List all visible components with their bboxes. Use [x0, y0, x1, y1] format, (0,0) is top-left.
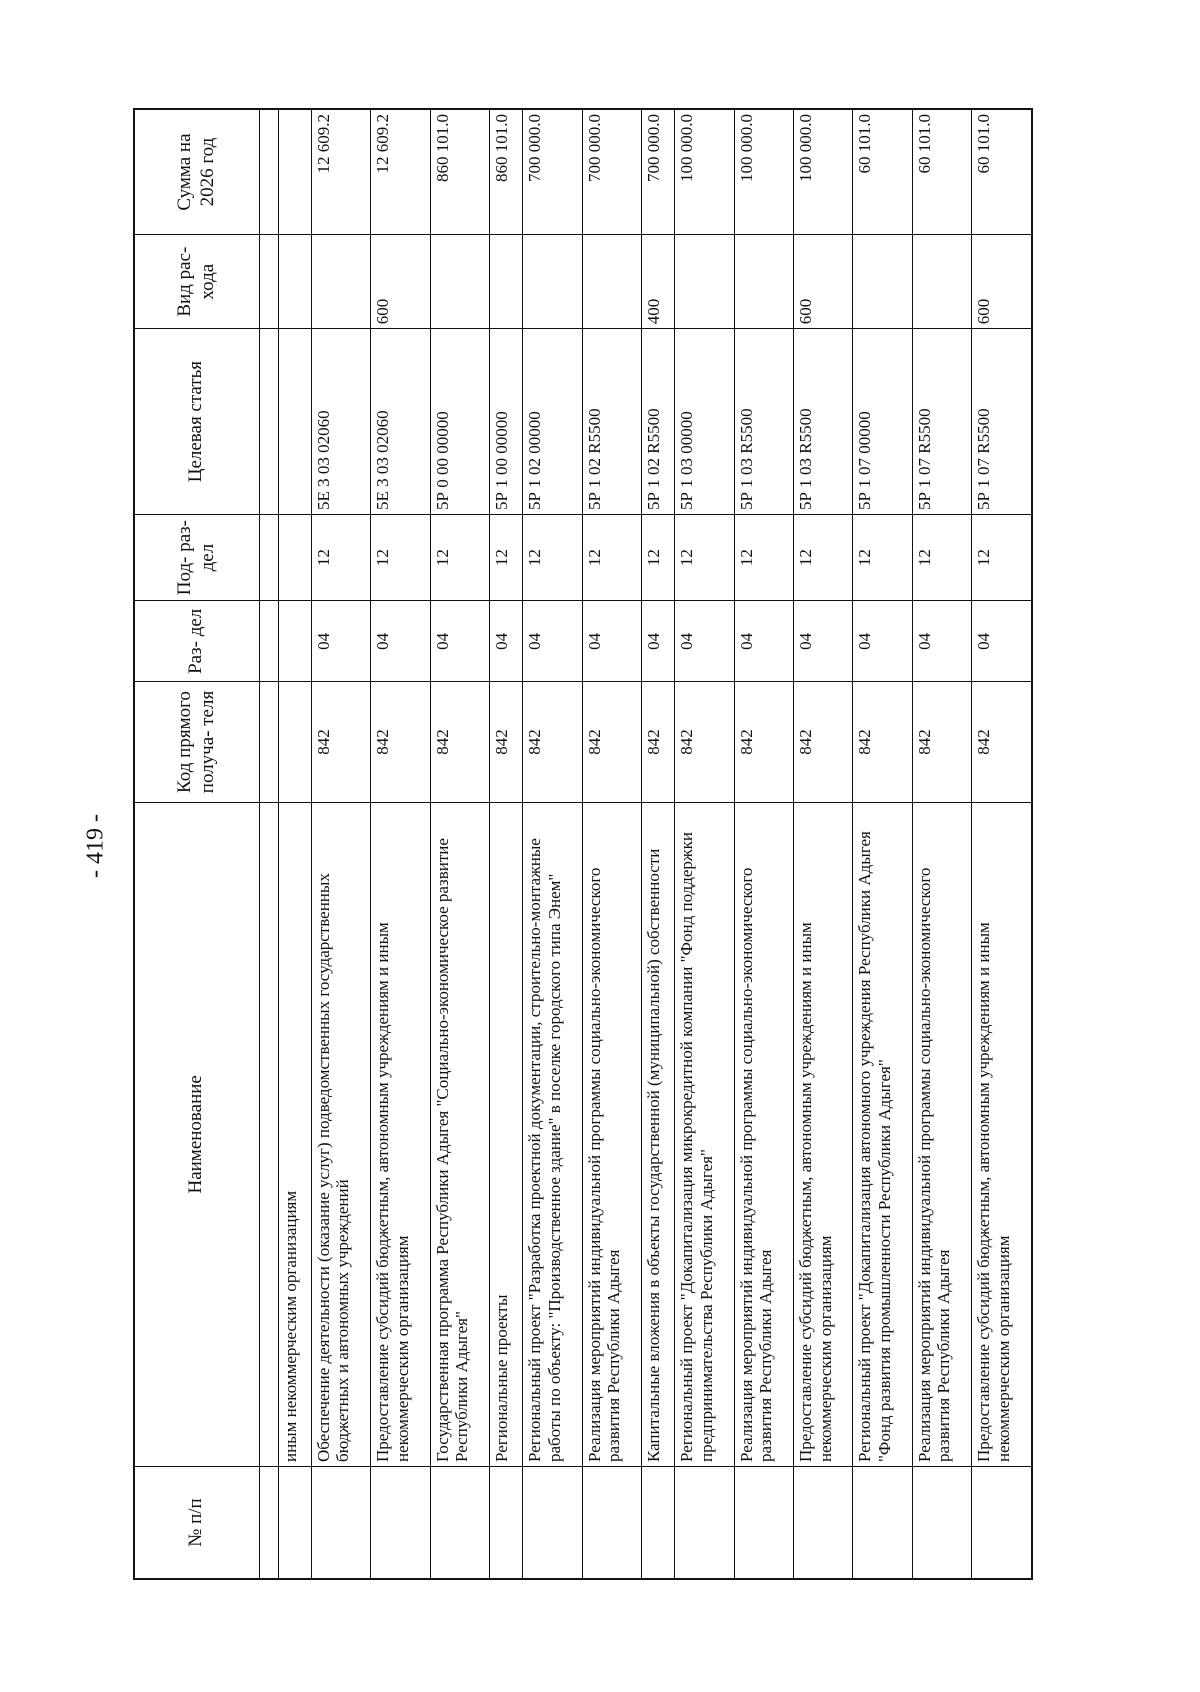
cell-amount: 860 101.0	[489, 109, 522, 235]
cell-name: иным некоммерческим организациям	[278, 802, 311, 1466]
cell-amount	[278, 109, 311, 235]
cell-recipient: 842	[912, 682, 971, 802]
cell-subsection: 12	[641, 514, 674, 600]
cell-recipient: 842	[972, 682, 1032, 802]
table-row	[523, 109, 582, 1579]
cell-section	[278, 601, 311, 682]
cell-recipient: 842	[853, 682, 912, 802]
cell-num	[793, 1467, 852, 1579]
table-row	[371, 109, 430, 1579]
cell-subsection: 12	[972, 514, 1032, 600]
header-recipient: Код прямого получа- теля	[134, 682, 259, 802]
cell-recipient: 842	[793, 682, 852, 802]
cell-section: 04	[793, 601, 852, 682]
cell-target: 5Р 0 00 00000	[430, 329, 489, 515]
cell-section: 04	[912, 601, 971, 682]
cell-expense: 600	[793, 235, 852, 329]
table-row	[311, 109, 370, 1579]
table-row	[489, 109, 522, 1579]
cell-amount: 700 000.0	[523, 109, 582, 235]
cell-name: Капитальные вложения в объекты государственной (муниципальной) собственности	[641, 802, 674, 1466]
table-row	[675, 109, 734, 1579]
header-target: Целевая статья	[134, 329, 259, 515]
table-row	[972, 109, 1032, 1579]
header-num: № п/п	[134, 1467, 259, 1579]
cell-expense	[278, 235, 311, 329]
header-row	[134, 109, 259, 1579]
cell-target: 5Р 1 03 R5500	[793, 329, 852, 515]
cell-target: 5Р 1 03 00000	[675, 329, 734, 515]
table-row	[278, 109, 311, 1579]
cell-num	[371, 1467, 430, 1579]
cell-name: Государственная программа Республики Адыгея "Социально-экономическое развитие Республики Адыгея"	[430, 802, 489, 1466]
cell-num	[311, 1467, 370, 1579]
cell-num	[430, 1467, 489, 1579]
cell-expense: 600	[972, 235, 1032, 329]
cell-expense	[489, 235, 522, 329]
cell-num	[734, 1467, 793, 1579]
cell-section: 04	[430, 601, 489, 682]
cell-expense: 600	[371, 235, 430, 329]
cell-num	[489, 1467, 522, 1579]
cell-target: 5Р 1 03 R5500	[734, 329, 793, 515]
cell-target: 5Р 1 07 00000	[853, 329, 912, 515]
cell-expense: 400	[641, 235, 674, 329]
header-section: Раз- дел	[134, 601, 259, 682]
cell-target: 5Р 1 02 R5500	[582, 329, 641, 515]
cell-subsection: 12	[430, 514, 489, 600]
cell-recipient: 842	[734, 682, 793, 802]
cell-recipient: 842	[311, 682, 370, 802]
cell-subsection: 12	[734, 514, 793, 600]
cell-amount: 12 609.2	[311, 109, 370, 235]
cell-target: 5Р 1 07 R5500	[972, 329, 1032, 515]
cell-section: 04	[371, 601, 430, 682]
cell-expense	[582, 235, 641, 329]
cell-amount: 700 000.0	[641, 109, 674, 235]
cell-amount: 12 609.2	[371, 109, 430, 235]
cell-recipient: 842	[582, 682, 641, 802]
cell-amount: 60 101.0	[853, 109, 912, 235]
cell-section: 04	[734, 601, 793, 682]
table-row	[734, 109, 793, 1579]
cell-target: 5Р 1 00 00000	[489, 329, 522, 515]
table-row	[793, 109, 852, 1579]
cell-subsection: 12	[582, 514, 641, 600]
cell-section: 04	[853, 601, 912, 682]
cell-subsection: 12	[489, 514, 522, 600]
cell-name: Региональные проекты	[489, 802, 522, 1466]
cell-name: Предоставление субсидий бюджетным, автономным учреждениям и иным некоммерческим организациям	[371, 802, 430, 1466]
cell-section: 04	[972, 601, 1032, 682]
cell-recipient: 842	[489, 682, 522, 802]
cell-subsection: 12	[793, 514, 852, 600]
cell-recipient: 842	[523, 682, 582, 802]
cell-expense	[734, 235, 793, 329]
cell-recipient: 842	[371, 682, 430, 802]
table-row	[853, 109, 912, 1579]
header-amount: Сумма на 2026 год	[134, 109, 259, 235]
cell-num	[912, 1467, 971, 1579]
rotated-table-frame	[133, 108, 1033, 1580]
cell-subsection: 12	[912, 514, 971, 600]
cell-target: 5Р 1 02 R5500	[641, 329, 674, 515]
cell-name: Региональный проект "Разработка проектной документации, строительно-монтажные работы по объекту: "Производственное здание" в поселке городского типа Энем"	[523, 802, 582, 1466]
cell-name: Предоставление субсидий бюджетным, автономным учреждениям и иным некоммерческим организациям	[972, 802, 1032, 1466]
cell-subsection: 12	[523, 514, 582, 600]
cell-target	[278, 329, 311, 515]
cell-subsection: 12	[371, 514, 430, 600]
cell-recipient: 842	[430, 682, 489, 802]
cell-amount: 100 000.0	[793, 109, 852, 235]
header-subsection: Под- раз- дел	[134, 514, 259, 600]
cell-expense	[675, 235, 734, 329]
cell-target: 5Е 3 03 02060	[311, 329, 370, 515]
cell-num	[278, 1467, 311, 1579]
cell-amount: 700 000.0	[582, 109, 641, 235]
cell-recipient	[278, 682, 311, 802]
spacer-row	[259, 109, 278, 1579]
table-row	[582, 109, 641, 1579]
cell-expense	[912, 235, 971, 329]
cell-recipient: 842	[675, 682, 734, 802]
cell-section: 04	[489, 601, 522, 682]
cell-name: Региональный проект "Докапитализация микрокредитной компании "Фонд поддержки предпринимательства Республики Адыгея"	[675, 802, 734, 1466]
table-row	[912, 109, 971, 1579]
cell-recipient: 842	[641, 682, 674, 802]
cell-num	[582, 1467, 641, 1579]
cell-subsection: 12	[311, 514, 370, 600]
cell-expense	[523, 235, 582, 329]
cell-amount: 860 101.0	[430, 109, 489, 235]
header-name: Наименование	[134, 802, 259, 1466]
cell-section: 04	[523, 601, 582, 682]
header-expense: Вид рас- хода	[134, 235, 259, 329]
cell-section: 04	[582, 601, 641, 682]
table-body	[259, 109, 1032, 1579]
cell-amount: 100 000.0	[734, 109, 793, 235]
cell-num	[641, 1467, 674, 1579]
cell-amount: 60 101.0	[912, 109, 971, 235]
cell-name: Предоставление субсидий бюджетным, автономным учреждениям и иным некоммерческим организациям	[793, 802, 852, 1466]
cell-section: 04	[311, 601, 370, 682]
cell-target: 5Е 3 03 02060	[371, 329, 430, 515]
budget-table	[133, 108, 1033, 1580]
cell-name: Реализация мероприятий индивидуальной программы социально-экономического развития Республики Адыгея	[582, 802, 641, 1466]
cell-section: 04	[675, 601, 734, 682]
cell-num	[972, 1467, 1032, 1579]
cell-num	[853, 1467, 912, 1579]
cell-expense	[853, 235, 912, 329]
cell-expense	[311, 235, 370, 329]
cell-num	[523, 1467, 582, 1579]
cell-name: Реализация мероприятий индивидуальной программы социально-экономического развития Республики Адыгея	[734, 802, 793, 1466]
cell-target: 5Р 1 02 00000	[523, 329, 582, 515]
cell-name: Обеспечение деятельности (оказание услуг) подведомственных государственных бюджетных и автономных учреждений	[311, 802, 370, 1466]
cell-name: Реализация мероприятий индивидуальной программы социально-экономического развития Республики Адыгея	[912, 802, 971, 1466]
cell-num	[675, 1467, 734, 1579]
cell-subsection: 12	[853, 514, 912, 600]
table-row	[641, 109, 674, 1579]
cell-subsection	[278, 514, 311, 600]
cell-section: 04	[641, 601, 674, 682]
cell-subsection: 12	[675, 514, 734, 600]
cell-expense	[430, 235, 489, 329]
cell-amount: 100 000.0	[675, 109, 734, 235]
cell-amount: 60 101.0	[972, 109, 1032, 235]
cell-target: 5Р 1 07 R5500	[912, 329, 971, 515]
cell-name: Региональный проект "Докапитализация автономного учреждения Республики Адыгея "Фонд развития промышленности Республики Адыгея"	[853, 802, 912, 1466]
page-number: - 419 -	[82, 814, 109, 878]
table-row	[430, 109, 489, 1579]
